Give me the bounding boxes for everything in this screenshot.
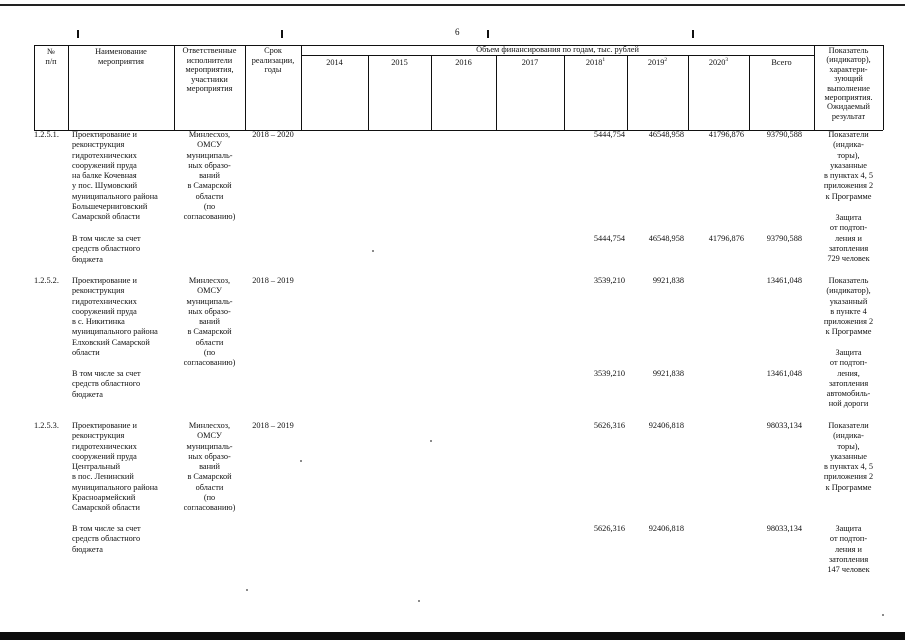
header-year-2015: 2015 <box>391 58 408 67</box>
footnote-mark: 2 <box>664 57 668 63</box>
row-executors: Минлесхоз, ОМСУ муниципаль- ных образо- ваний в Самарской области (по согласованию) <box>183 421 236 513</box>
subrow-name: В том числе за счет средств областного бюджета <box>72 369 141 399</box>
subrow-name: В том числе за счет средств областного бюджета <box>72 524 141 554</box>
row-result: Защита от подтоп- ления, затопления автомобиль- ной дороги <box>826 348 871 409</box>
row-indicator: Показатели (индика- торы), указанные в пунктах 4, 5 приложения 2 к Программе <box>823 130 874 201</box>
subvalue-2019: 46548,958 <box>648 234 684 243</box>
row-name: Проектирование и реконструкция гидротехнических сооружений пруда Центральный в пос. Ленинский муниципального района Красноармейский Самарской области <box>72 421 158 513</box>
subvalue-2018: 3539,210 <box>593 369 625 378</box>
scan-mark <box>77 30 79 38</box>
scan-speck <box>246 589 248 591</box>
scan-mark <box>281 30 283 38</box>
subvalue-2019: 9921,838 <box>652 369 684 378</box>
value-total: 13461,048 <box>766 276 802 285</box>
row-term: 2018 – 2019 <box>252 276 294 285</box>
subvalue-2018: 5444,754 <box>593 234 625 243</box>
row-executors: Минлесхоз, ОМСУ муниципаль- ных образо- ваний в Самарской области (по согласованию) <box>183 130 236 222</box>
scan-speck <box>430 440 432 442</box>
subvalue-total: 98033,134 <box>766 524 802 533</box>
subvalue-2020: 41796,876 <box>708 234 744 243</box>
value-2019: 9921,838 <box>652 276 684 285</box>
page-number: 6 <box>455 27 460 37</box>
value-2018: 5444,754 <box>593 130 625 139</box>
row-term: 2018 – 2019 <box>252 421 294 430</box>
header-indicator: Показатель (индикатор), характери- зующий выполнение мероприятия. Ожидаемый результат <box>824 46 873 121</box>
header-year-2018: 2018$^1$ <box>585 57 606 67</box>
row-result: Защита от подтоп- ления и затопления 147 человек <box>827 524 870 575</box>
row-name: Проектирование и реконструкция гидротехнических сооружений пруда на балке Кочевная у пос. Шумовский муниципального района Большечерниговский Самарской области <box>72 130 158 222</box>
header-executors: Ответственные исполнители мероприятия, участники мероприятия <box>182 46 237 94</box>
scan-mark <box>487 30 489 38</box>
footnote-mark: 3 <box>725 57 729 63</box>
row-name: Проектирование и реконструкция гидротехнических сооружений пруда в с. Никитинка муниципального района Елховский Самарской области <box>72 276 158 358</box>
value-2018: 3539,210 <box>593 276 625 285</box>
row-number: 1.2.5.1. <box>34 130 59 139</box>
scan-speck <box>882 614 884 616</box>
row-term: 2018 – 2020 <box>252 130 294 139</box>
row-number: 1.2.5.2. <box>34 276 59 285</box>
subrow-name: В том числе за счет средств областного бюджета <box>72 234 141 264</box>
header-funding: Объем финансирования по годам, тыс. рублей <box>476 45 639 54</box>
value-2020: 41796,876 <box>708 130 744 139</box>
scan-speck <box>372 250 374 252</box>
header-name: Наименование мероприятия <box>95 47 147 66</box>
value-2019: 92406,818 <box>648 421 684 430</box>
header-total: Всего <box>771 58 792 67</box>
header-year-2020: 2020$^3$ <box>708 57 729 67</box>
row-indicator: Показатель (индикатор), указанный в пункте 4 приложения 2 к Программе <box>823 276 874 337</box>
row-indicator: Показатели (индика- торы), указанные в пунктах 4, 5 приложения 2 к Программе <box>823 421 874 492</box>
value-2018: 5626,316 <box>593 421 625 430</box>
value-total: 93790,588 <box>766 130 802 139</box>
scan-speck <box>300 460 302 462</box>
row-executors: Минлесхоз, ОМСУ муниципаль- ных образо- ваний в Самарской области (по согласованию) <box>183 276 236 368</box>
value-2019: 46548,958 <box>648 130 684 139</box>
subvalue-2019: 92406,818 <box>648 524 684 533</box>
header-number: № п/п <box>45 47 57 66</box>
footnote-mark: 1 <box>602 57 606 63</box>
subvalue-total: 93790,588 <box>766 234 802 243</box>
subvalue-total: 13461,048 <box>766 369 802 378</box>
row-result: Защита от подтоп- ления и затопления 729 человек <box>827 213 870 264</box>
header-term: Срок реализации, годы <box>251 46 295 75</box>
scan-mark <box>692 30 694 38</box>
value-total: 98033,134 <box>766 421 802 430</box>
subvalue-2018: 5626,316 <box>593 524 625 533</box>
top-border-line <box>0 4 905 6</box>
header-year-2016: 2016 <box>455 58 472 67</box>
bottom-border-line <box>0 632 905 640</box>
row-number: 1.2.5.3. <box>34 421 59 430</box>
header-year-2019: 2019$^2$ <box>647 57 668 67</box>
header-year-2014: 2014 <box>326 58 343 67</box>
scan-speck <box>418 600 420 602</box>
header-year-2017: 2017 <box>521 58 539 67</box>
